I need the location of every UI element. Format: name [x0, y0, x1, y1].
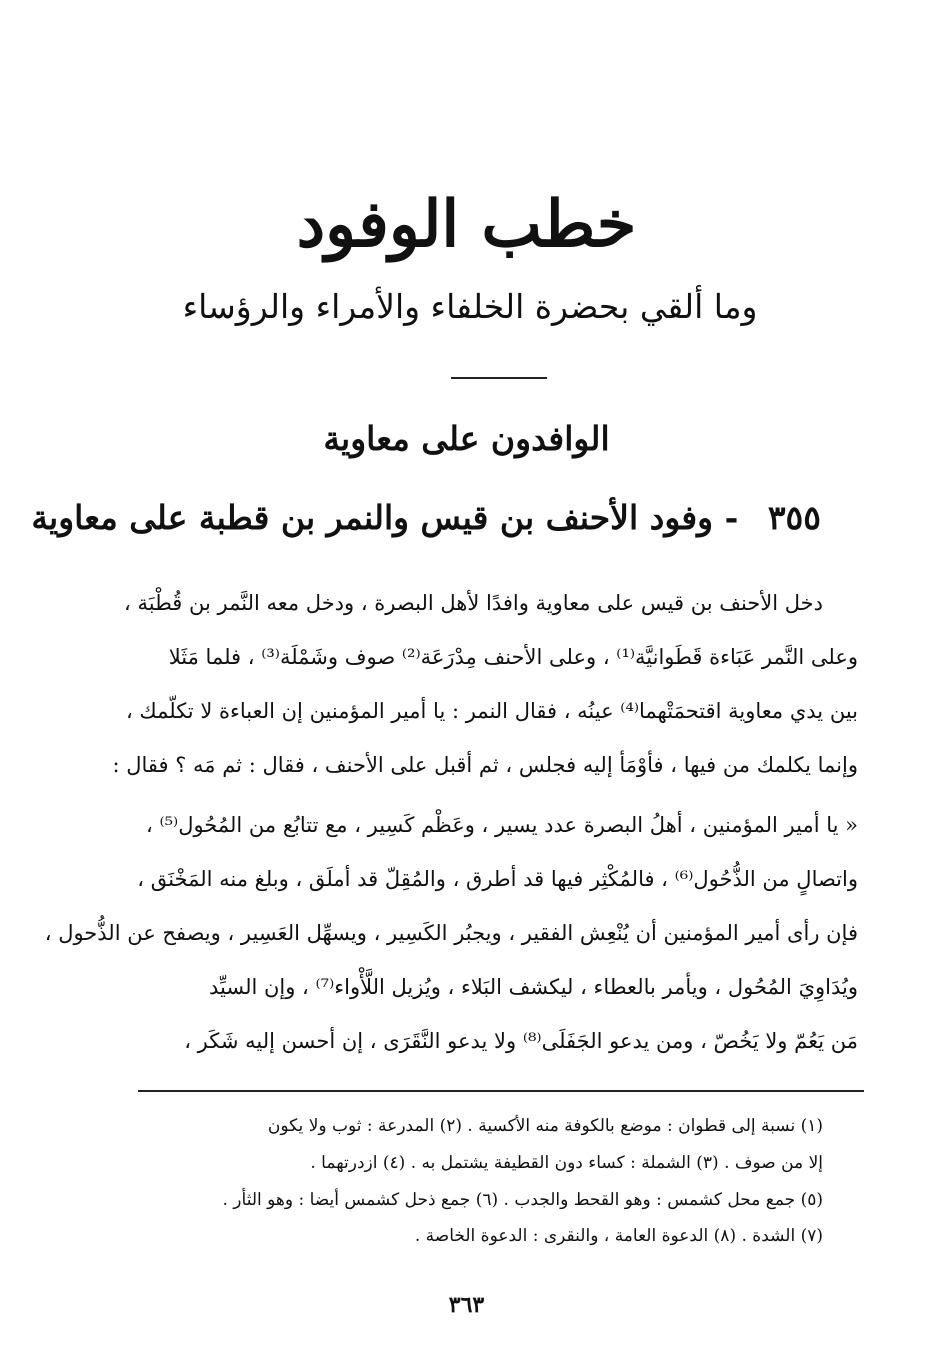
footnote-line: إلا من صوف . (٣) الشملة : كساء دون القطيفة يشتمل به . (٤) ازدرتهما .: [310, 1153, 823, 1173]
footnote-divider: [138, 1090, 864, 1092]
title-divider: [451, 377, 547, 379]
speech-title: وفود الأحنف بن قيس والنمر بن قطبة على معاوية: [31, 498, 714, 537]
speech-separator: -: [724, 498, 739, 537]
text-line: فإن رأى أمير المؤمنين أن يُنْعِش الفقير ، ويجبُر الكَسِير ، ويسهِّل العَسِير ، ويصفح عن الذُّحول ،: [44, 921, 858, 945]
text-line: مَن يَعُمّ ولا يَخُصّ ، ومن يدعو الجَفَلَى⁽⁸⁾ ولا يدعو النَّقَرَى ، إن أحسن إليه شَكَر ،: [184, 1029, 858, 1053]
page-title: خطب الوفود: [296, 187, 637, 262]
speech-number: ٣٥٥: [767, 498, 821, 537]
speech-heading: [31, 490, 821, 546]
text-line: واتصالٍ من الذُّحُول⁽⁶⁾ ، فالمُكْثِر فيها قد أطرق ، والمُقِلّ قد أملَق ، وبلغ منه المَخْنَق ،: [137, 867, 858, 891]
text-line: بين يدي معاوية اقتحمَتْهما⁽⁴⁾ عينُه ، فقال النمر : يا أمير المؤمنين إن العباءة لا تكلّمك ،: [125, 699, 858, 723]
page-subtitle: وما ألقي بحضرة الخلفاء والأمراء والرؤساء: [182, 287, 758, 326]
text-line: ويُدَاوِيَ المُحُول ، ويأمر بالعطاء ، ليكشف البَلاء ، ويُزيل اللَّأْواء⁽⁷⁾ ، وإن السيِّد: [208, 975, 858, 999]
text-line: دخل الأحنف بن قيس على معاوية وافدًا لأهل البصرة ، ودخل معه النَّمر بن قُطْبَة ،: [124, 591, 823, 615]
page-number: ٣٦٣: [448, 1292, 485, 1318]
footnote-line: (٥) جمع محل كشمس : وهو القحط والجدب . (٦) جمع ذحل كشمس أيضا : وهو الثأر .: [222, 1190, 823, 1210]
footnote-line: (١) نسبة إلى قطوان : موضع بالكوفة منه الأكسية . (٢) المدرعة : ثوب ولا يكون: [267, 1116, 823, 1136]
section-heading: الوافدون على معاوية: [323, 419, 610, 458]
footnote-line: (٧) الشدة . (٨) الدعوة العامة ، والنقرى : الدعوة الخاصة .: [414, 1226, 823, 1246]
text-line: وإنما يكلمك من فيها ، فأوْمَأ إليه فجلس ، ثم أقبل على الأحنف ، فقال : ثم مَه ؟ فقال :: [112, 753, 858, 777]
text-line: « يا أمير المؤمنين ، أهلُ البصرة عدد يسير ، وعَظْم كَسِير ، مع تتابُع من المُحُول⁽⁵⁾ ،: [146, 813, 858, 837]
text-line: وعلى النَّمر عَبَاءة قَطَوانيَّة⁽¹⁾ ، وعلى الأحنف مِدْرَعَة⁽²⁾ صوف وشَمْلَة⁽³⁾ ، فلما مَثَلا: [168, 645, 858, 669]
